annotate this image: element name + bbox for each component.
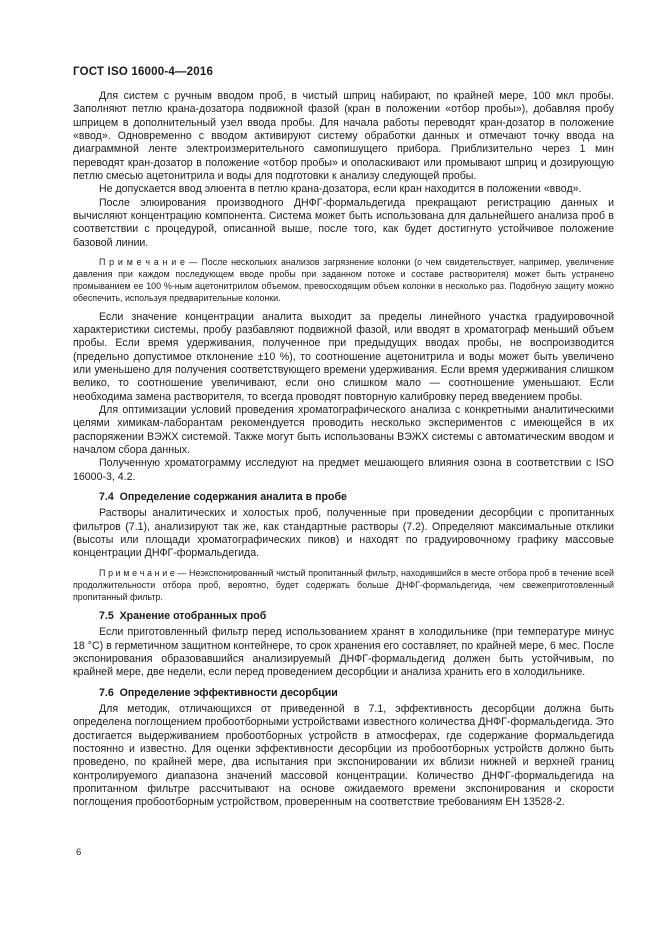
body-paragraph: После элюирования производного ДНФГ-формальдегида прекращают регистрацию данных и вычисляют концентрацию компонента. Система может быть использована для дальнейшего анализа проб в соответствии с процедурой, описанной выше, после того, как будет достигнуто устойчивое положение базовой линии. [73, 196, 614, 249]
body-paragraph: Полученную хроматограмму исследуют на предмет мешающего влияния озона в соответствии с ISO 16000-3, 4.2. [73, 457, 614, 483]
body-paragraph: Для систем с ручным вводом проб, в чистый шприц набирают, по крайней мере, 100 мкл пробы. Заполняют петлю крана-дозатора подвижной фазой (кран в положении «отбор пробы»), добавляя пробу шприцем в дополнительный узел ввода пробы. Для начала работы переводят кран-дозатор в положение «ввод». Одновременно с вводом активируют систему обработки данных и отмечают точку ввода на диаграммной ленте электроизмерительного самопишущего прибора. Приблизительно через 1 мин переводят кран-дозатор в положение «отбор пробы» и ополаскивают или промывают шприц и дозирующую петлю смесью ацетонитрила и воды для подготовки к анализу следующей пробы. [73, 90, 614, 183]
document-body [73, 90, 614, 810]
body-paragraph: Если приготовленный фильтр перед использованием хранят в холодильнике (при температуре минус 18 °С) в герметичном защитном контейнере, то срок хранения его составляет, по крайней мере, 6 мес. После экспонирования образовавшийся анализируемый ДНФГ-формальдегид должен быть устойчивым, по крайней мере, две недели, если перед проведением десорбции и анализа хранить его в холодильнике. [73, 626, 614, 679]
body-paragraph: Если значение концентрации аналита выходит за пределы линейного участка градуировочной характеристики системы, пробу разбавляют подвижной фазой, или вводят в хроматограф меньший объем пробы. Если время удерживания, полученное при предыдущих вводах пробы, не воспроизводится (предельно допустимое отклонение ±10 %), то соотношение ацетонитрила и воды может быть увеличено или уменьшено для получения соответствующего времени удерживания. Если время удерживания слишком велико, то соотношение увеличивают, если оно слишком мало — соотношение уменьшают. Если необходима замена растворителя, то всегда проводят повторную калибровку перед введением пробы. [73, 310, 614, 403]
running-header: ГОСТ ISO 16000-4—2016 [73, 66, 214, 78]
body-paragraph: Растворы аналитических и холостых проб, полученные при проведении десорбции с пропитанных фильтров (7.1), анализируют так же, как стандартные растворы (7.2). Определяют максимальные отклики (высоты или площади хроматографических пиков) и находят по градуировочному графику массовые концентрации ДНФГ-формальдегида. [73, 507, 614, 560]
note-paragraph: П р и м е ч а н и е — Неэкспонированный чистый пропитанный фильтр, находившийся в месте отбора проб в течение всей продолжительности отбора проб, вероятно, будет содержать больше ДНФГ-формальдегида, чем свежеприготовленный пропитанный фильтр. [73, 567, 614, 602]
section-heading: 7.6 Определение эффективности десорбции [99, 686, 338, 699]
body-paragraph: Для методик, отличающихся от приведенной в 7.1, эффективность десорбции должна быть определена поглощением пробоотборными устройствами известного количества ДНФГ-формальдегида. Это достигается выдерживанием пробоотборных устройств в атмосферах, где содержание формальдегида постоянно и известно. Для оценки эффективности десорбции из пробоотборных устройств должно быть проведено, по крайней мере, два испытания при экспонировании их вблизи нижней и верхней границ контролируемого диапазона значений массовой концентрации. Количество ДНФГ-формальдегида на пропитанном фильтре рассчитывают на основе ожидаемого времени экспонирования и скорости поглощения пробоотборным устройством, проверенным на соответствие требованиям ЕН 13528-2. [73, 703, 614, 809]
section-heading: 7.4 Определение содержания аналита в пробе [99, 490, 347, 503]
note-paragraph: П р и м е ч а н и е — После нескольких анализов загрязнение колонки (о чем свидетельствует, например, увеличение давления при каждом последующем вводе пробы при заданном потоке и составе растворителя) может быть устранено промыванием ее 100 %-ным ацетонитрилом объемом, превосходящим объем колонки в несколько раз. Подобную защиту можно обеспечить, используя предварительные колонки. [73, 257, 614, 304]
page-number: 6 [76, 847, 82, 858]
body-paragraph: Для оптимизации условий проведения хроматографического анализа с конкретными аналитическими целями химикам-лаборантам рекомендуется проводить несколько экспериментов с имеющейся в их распоряжении ВЭЖХ системой. Также могут быть использованы ВЭЖХ системы с автоматическим вводом и началом сбора данных. [73, 403, 614, 456]
body-paragraph: Не допускается ввод элюента в петлю крана-дозатора, если кран находится в положении «ввод». [99, 183, 582, 196]
section-heading: 7.5 Хранение отобранных проб [99, 609, 267, 622]
